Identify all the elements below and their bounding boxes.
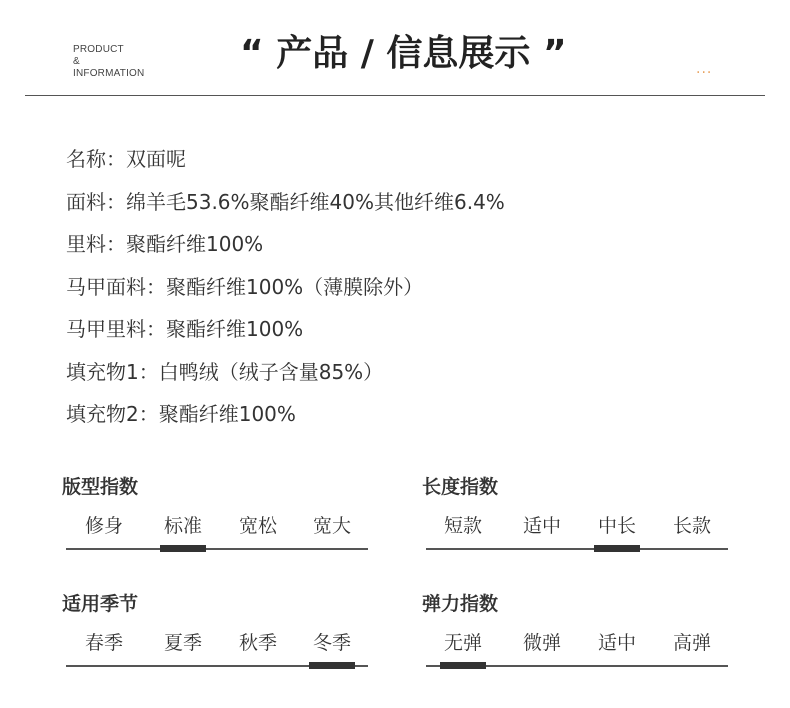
- index-option: 修身: [84, 515, 123, 537]
- spec-item: 填充物2：聚酯纤维100%: [66, 402, 296, 426]
- divider: [25, 95, 765, 96]
- fit-index: [62, 475, 367, 565]
- index-scale-line: [426, 548, 728, 550]
- index-option: 高弹: [672, 632, 711, 654]
- index-option: 宽大: [312, 515, 351, 537]
- brand-line: PRODUCT: [73, 44, 124, 55]
- index-option: 冬季: [312, 632, 351, 654]
- header: [0, 0, 790, 96]
- brand-line: INFORMATION: [73, 68, 145, 79]
- index-option: 微弹: [522, 632, 561, 654]
- index-option: 秋季: [238, 632, 277, 654]
- season-index: [62, 592, 367, 682]
- index-scale-line: [66, 548, 368, 550]
- spec-item: 马甲面料：聚酯纤维100%（薄膜除外）: [66, 274, 424, 299]
- index-selected-marker: [160, 545, 206, 552]
- index-title: 长度指数: [422, 476, 499, 498]
- index-option: 春季: [84, 632, 123, 654]
- spec-item: 面料：绵羊毛53.6%聚酯纤维40%其他纤维6.4%: [66, 189, 505, 214]
- spec-item: 名称：双面呢: [66, 147, 186, 171]
- index-option: 标准: [163, 515, 202, 537]
- spec-item: 马甲里料：聚酯纤维100%: [66, 317, 304, 341]
- spec-item: 里料：聚酯纤维100%: [66, 232, 264, 256]
- index-selected-marker: [594, 545, 640, 552]
- index-option: 短款: [443, 515, 482, 537]
- index-option: 长款: [672, 515, 711, 537]
- index-title: 版型指数: [62, 476, 139, 498]
- brand-line: &: [73, 56, 80, 67]
- spec-item: 填充物1：白鸭绒（绒子含量85%）: [66, 359, 384, 384]
- index-option: 适中: [522, 515, 561, 537]
- index-option: 宽松: [238, 515, 277, 537]
- index-option: 无弹: [443, 632, 482, 654]
- index-title: 适用季节: [62, 593, 139, 615]
- index-selected-marker: [440, 662, 486, 669]
- index-option: 夏季: [163, 632, 202, 654]
- index-option: 适中: [597, 632, 636, 654]
- index-option: 中长: [597, 515, 636, 537]
- stretch-index: [422, 592, 727, 682]
- brand-label: [73, 44, 144, 80]
- length-index: [422, 475, 727, 565]
- ellipsis-decoration: ...: [696, 61, 713, 77]
- page-title: “ 产品 / 信息展示 ”: [240, 33, 567, 74]
- spec-list: [66, 144, 505, 442]
- index-selected-marker: [309, 662, 355, 669]
- index-title: 弹力指数: [422, 593, 499, 615]
